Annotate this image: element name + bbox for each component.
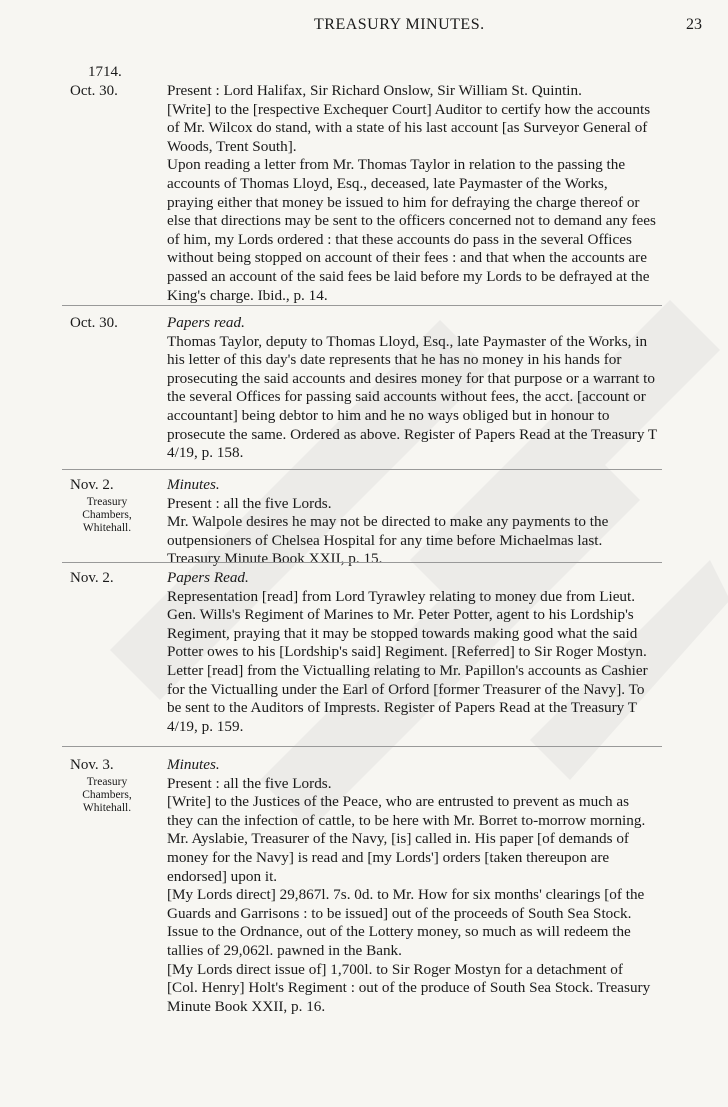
entry-date: Nov. 2. — [70, 477, 114, 493]
paragraph: Present : Lord Halifax, Sir Richard Onslow, Sir William St. Quintin. — [167, 82, 582, 99]
entry-margin — [70, 756, 152, 815]
divider — [62, 562, 662, 563]
entry-margin — [70, 64, 152, 101]
paragraph: [Write] to the [respective Exchequer Court] Auditor to certify how the accounts of Mr. Wilcox do stand, with a state of his last account [as Surveyor General of Woods, Trent South]. — [167, 100, 651, 155]
paragraph: Thomas Taylor, deputy to Thomas Lloyd, Esq., late Paymaster of the Works, in his letter of this day's date represents that he has no money in his hands for prosecuting the said accounts and desires money for that purpose or a warrant to the several Offices for passing said accounts without fees, the acct. [account or accountant] being debtor to him and he no ways obliged but in honour to prosecute the same. Ordered as above. Register of Papers Read at the Treasury T 4/19, p. 158. — [167, 332, 657, 462]
entry-body — [167, 82, 657, 305]
year-label: 1714. — [88, 64, 122, 80]
entry-date: Nov. 3. — [70, 757, 114, 773]
entry-body — [167, 314, 657, 463]
entry-place: Treasury Chambers, Whitehall. — [82, 496, 132, 534]
entry-margin — [70, 569, 152, 588]
entry-date: Oct. 30. — [70, 83, 118, 99]
divider — [62, 469, 662, 470]
entry-margin — [70, 476, 152, 535]
entry-body — [167, 476, 657, 569]
paragraph: Minutes. — [167, 476, 220, 493]
paragraph: Mr. Walpole desires he may not be directed to make any payments to the outpensioners of Chelsea Hospital for any time before Michaelmas last. Treasury Minute Book XXII, p. 15. — [167, 513, 609, 568]
paragraph: Papers read. — [167, 314, 245, 331]
paragraph: Mr. Ayslabie, Treasurer of the Navy, [is] called in. His paper [of demands of money for the Navy] is read and [my Lords'] orders [taken thereupon are endorsed] upon it. — [167, 830, 629, 885]
paragraph: [My Lords direct issue of] 1,700l. to Sir Roger Mostyn for a detachment of [Col. Henry] Holt's Regiment : out of the produce of South Sea Stock. Treasury Minute Book XXII, p. 16. — [167, 960, 651, 1015]
entry-margin — [70, 314, 152, 333]
page-number: 23 — [686, 16, 702, 33]
paragraph: Present : all the five Lords. — [167, 774, 332, 792]
running-header: TREASURY MINUTES. — [314, 16, 485, 33]
entry-place: Treasury Chambers, Whitehall. — [82, 776, 132, 814]
entry-body — [167, 756, 657, 1016]
paragraph: Letter [read] from the Victualling relating to Mr. Papillon's accounts as Cashier for the Victualling under the Earl of Orford [former Treasurer of the Navy]. To be sent to the Auditors of Imprests. Register of Papers Read at the Treasury T 4/19, p. 159. — [167, 661, 648, 735]
paragraph: Minutes. — [167, 756, 220, 773]
paragraph: Papers Read. — [167, 569, 249, 586]
paragraph: Issue to the Ordnance, out of the Lottery money, so much as will redeem the tallies of 29,062l. pawned in the Bank. — [167, 923, 631, 959]
paragraph: [My Lords direct] 29,867l. 7s. 0d. to Mr. How for six months' clearings [of the Guards and Garrisons : to be issued] out of the proceeds of South Sea Stock. — [167, 886, 645, 922]
entry-body — [167, 569, 657, 736]
paragraph: Upon reading a letter from Mr. Thomas Taylor in relation to the passing the accounts of Thomas Lloyd, Esq., deceased, late Paymaster of the Works, praying either that money be issued to him for defraying the charge thereof or else that directions may be sent to the officers concerned not to demand any fees of him, my Lords ordered : that these accounts do pass in the several Offices without being stopped on account of their fees : and that when the accounts are passed an account of the said fees be laid before my Lords to be defrayed at the King's charge. Ibid., p. 14. — [167, 156, 656, 304]
divider — [62, 746, 662, 747]
entry-date: Nov. 2. — [70, 570, 114, 586]
paragraph: Present : all the five Lords. — [167, 494, 332, 512]
entry-date: Oct. 30. — [70, 315, 118, 331]
paragraph: [Write] to the Justices of the Peace, who are entrusted to prevent as much as they can the infection of cattle, to be here with Mr. Borret to-morrow morning. — [167, 793, 646, 829]
divider — [62, 305, 662, 306]
paragraph: Representation [read] from Lord Tyrawley relating to money due from Lieut. Gen. Wills's Regiment of Marines to Mr. Peter Potter, agent to his Lordship's Regiment, praying that it may be stopped towards making good what the said Potter owes to his [Lordship's said] Regiment. [Referred] to Sir Roger Mostyn. — [167, 587, 647, 661]
